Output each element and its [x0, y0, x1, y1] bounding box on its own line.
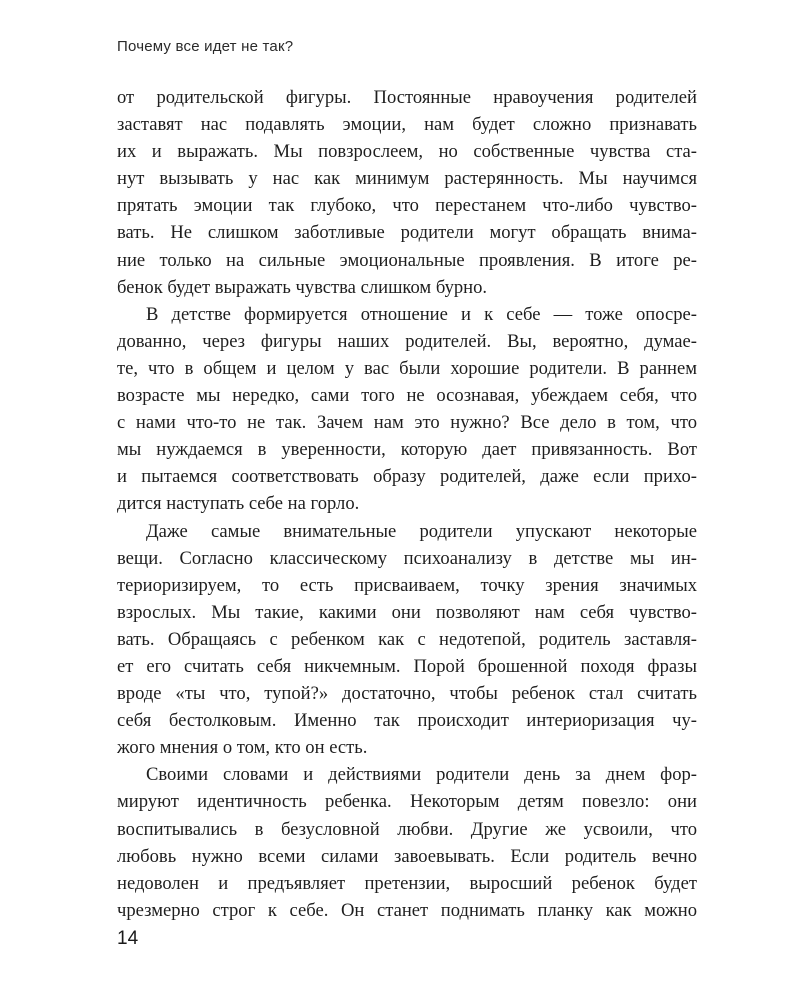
text-line: с нами что-то не так. Зачем нам это нужно? Все дело в том, что [117, 412, 697, 434]
text-line: териоризируем, то есть присваиваем, точку зрения значимых [117, 574, 697, 596]
text-line: В детстве формируется отношение и к себе — тоже опосре- [146, 303, 697, 325]
paragraph [117, 761, 697, 924]
page-number: 14 [117, 928, 139, 949]
text-line: возрасте мы нередко, сами того не осознавая, убеждаем себя, что [117, 385, 697, 407]
text-line: от родительской фигуры. Постоянные нравоучения родителей [117, 87, 697, 108]
text-line: Своими словами и действиями родители день за днем фор- [146, 764, 697, 786]
text-line: воспитывались в безусловной любви. Другие же усвоили, что [117, 818, 697, 840]
text-line: чрезмерно строг к себе. Он станет поднимать планку как можно [117, 899, 697, 921]
text-line: мы нуждаемся в уверенности, которую дает привязанность. Вот [117, 439, 697, 461]
text-line: бенок будет выражать чувства слишком бурно. [117, 276, 488, 298]
text-line: дованно, через фигуры наших родителей. Вы, вероятно, думае- [117, 330, 697, 352]
text-line: те, что в общем и целом у вас были хорошие родители. В раннем [117, 357, 697, 379]
text-line: любовь нужно всеми силами завоевывать. Если родитель вечно [117, 845, 697, 867]
text-line: вать. Обращаясь с ребенком как с недотепой, родитель заставля- [117, 628, 697, 650]
text-line: Даже самые внимательные родители упускают некоторые [146, 520, 697, 542]
running-head: Почему все идет не так? [117, 38, 294, 55]
text-line: вроде «ты что, тупой?» достаточно, чтобы ребенок стал считать [117, 683, 697, 705]
text-line: жого мнения о том, кто он есть. [117, 737, 368, 759]
paragraph [117, 518, 697, 762]
body-text [117, 84, 697, 924]
text-line: ет его считать себя никчемным. Порой брошенной походя фразы [117, 655, 697, 677]
text-line: и пытаемся соответствовать образу родителей, даже если прихо- [117, 466, 697, 488]
text-line: недоволен и предъявляет претензии, выросший ребенок будет [117, 872, 697, 894]
text-line: заставят нас подавлять эмоции, нам будет сложно признавать [117, 114, 697, 136]
text-line: вать. Не слишком заботливые родители могут обращать внима- [117, 222, 697, 244]
text-line: их и выражать. Мы повзрослеем, но собственные чувства ста- [117, 141, 697, 163]
text-line: мируют идентичность ребенка. Некоторым детям повезло: они [117, 791, 697, 813]
text-line: взрослых. Мы такие, какими они позволяют нам себя чувство- [117, 601, 697, 623]
text-line: ние только на сильные эмоциональные проявления. В итоге ре- [117, 249, 697, 271]
text-line: прятать эмоции так глубоко, что перестанем что-либо чувство- [117, 195, 697, 217]
paragraph [117, 84, 697, 301]
paragraph [117, 301, 697, 518]
text-line: нут вызывать у нас как минимум растерянность. Мы научимся [117, 168, 697, 190]
text-line: себя бестолковым. Именно так происходит интериоризация чу- [117, 710, 697, 732]
text-line: вещи. Согласно классическому психоанализу в детстве мы ин- [117, 547, 697, 569]
text-line: дится наступать себе на горло. [117, 493, 360, 515]
